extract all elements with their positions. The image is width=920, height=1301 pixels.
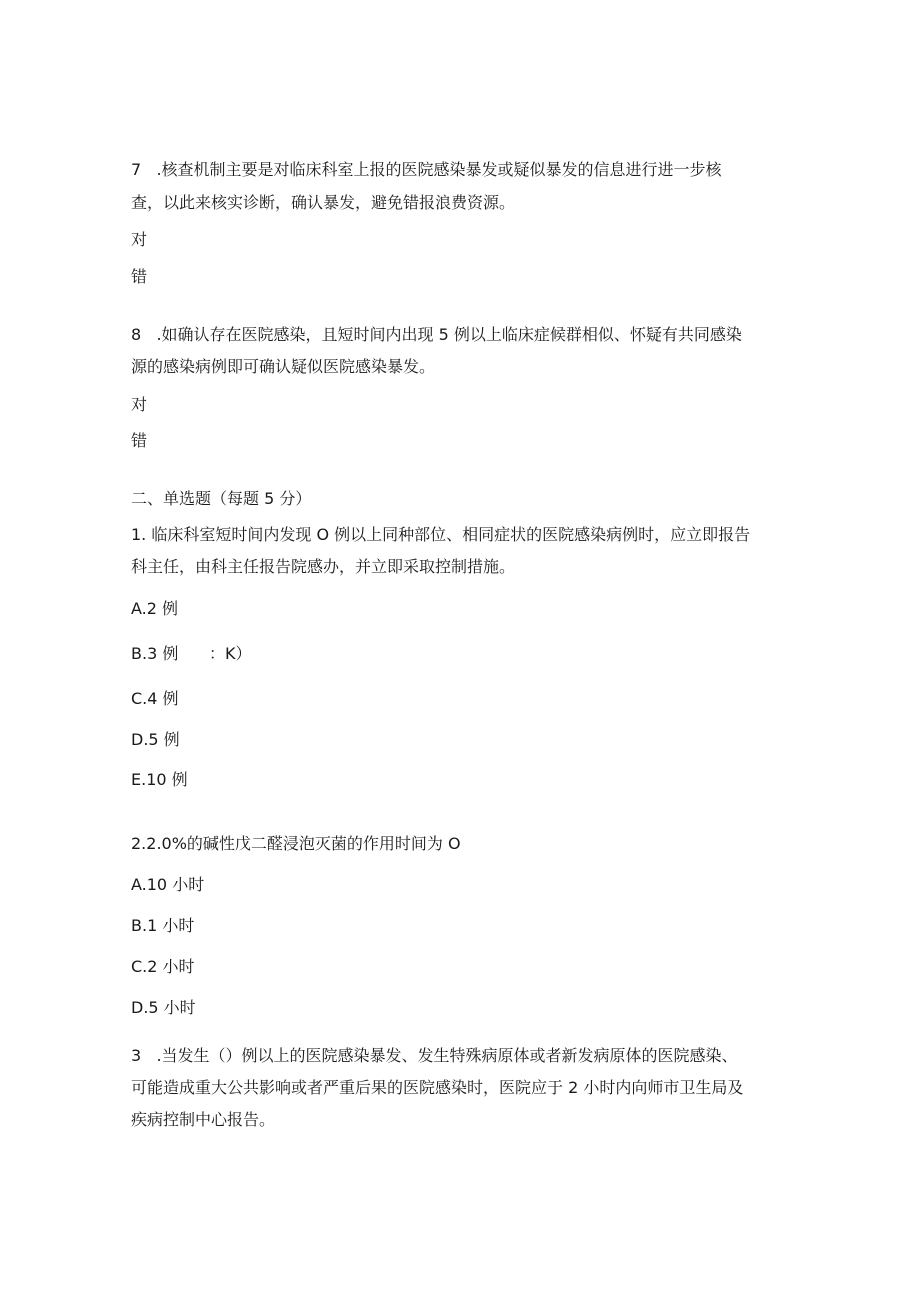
question-8-line-1 — [131, 324, 742, 346]
question-8-number: 8 — [131, 325, 142, 344]
sc-2-option-c: C.2 小时 — [131, 957, 195, 976]
question-7-option-false: 错 — [131, 267, 148, 286]
question-8-text-2: 源的感染病例即可确认疑似医院感染暴发。 — [131, 357, 436, 376]
sc-1-text-2: 科主任，由科主任报告院感办，并立即采取控制措施。 — [131, 557, 516, 576]
section-heading: 二、单选题（每题 5 分） — [131, 489, 312, 508]
sc-3-line-1 — [131, 1045, 738, 1067]
sc-2-option-d: D.5 小时 — [131, 998, 196, 1017]
question-8-option-false: 错 — [131, 431, 148, 450]
sc-1-option-b-line — [131, 643, 252, 665]
question-7-text-1: .核查机制主要是对临床科室上报的医院感染暴发或疑似暴发的信息进行进一步核 — [156, 160, 722, 179]
question-7-option-true: 对 — [131, 230, 148, 249]
sc-1-option-c: C.4 例 — [131, 689, 179, 708]
question-8-text-1: .如确认存在医院感染，且短时间内出现 5 例以上临床症候群相似、怀疑有共同感染 — [156, 325, 742, 344]
sc-2-text-1: 2.2.0%的碱性戊二醛浸泡灭菌的作用时间为 O — [131, 834, 461, 853]
sc-1-option-b: B.3 例 — [131, 644, 179, 663]
sc-1-option-d: D.5 例 — [131, 730, 180, 749]
sc-1-text-1: 1. 临床科室短时间内发现 O 例以上同种部位、相同症状的医院感染病例时，应立即报告 — [131, 525, 751, 544]
question-7-text-2: 查，以此来核实诊断，确认暴发，避免错报浪费资源。 — [131, 193, 516, 212]
sc-1-option-e: E.10 例 — [131, 770, 188, 789]
sc-3-text-1: .当发生（）例以上的医院感染暴发、发生特殊病原体或者新发病原体的医院感染、 — [156, 1046, 738, 1065]
sc-3-text-3: 疾病控制中心报告。 — [131, 1110, 276, 1129]
sc-1-option-a: A.2 例 — [131, 599, 179, 618]
sc-2-option-b: B.1 小时 — [131, 916, 195, 935]
question-7-number: 7 — [131, 160, 142, 179]
sc-3-number: 3 — [131, 1046, 142, 1065]
sc-1-stray-mark: ：K） — [209, 644, 252, 663]
sc-2-option-a: A.10 小时 — [131, 875, 205, 894]
sc-3-text-2: 可能造成重大公共影响或者严重后果的医院感染时，医院应于 2 小时内向师市卫生局及 — [131, 1078, 744, 1097]
question-8-option-true: 对 — [131, 395, 148, 414]
question-7-line-1 — [131, 159, 722, 181]
